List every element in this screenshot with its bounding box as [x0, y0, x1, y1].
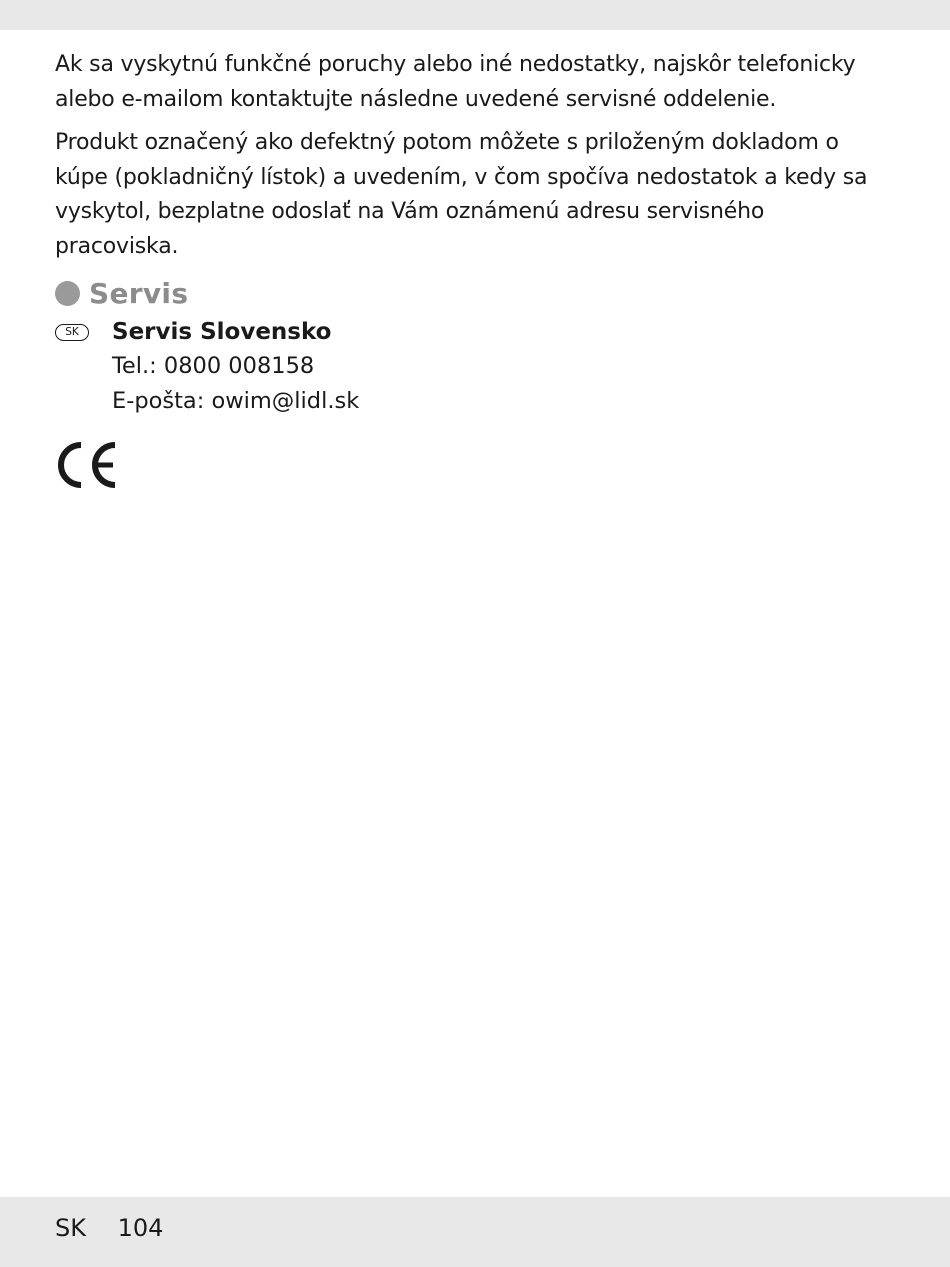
- bullet-icon: [55, 281, 80, 306]
- footer: [55, 1208, 163, 1248]
- service-email: E-pošta: owim@lidl.sk: [112, 388, 360, 414]
- country-badge: SK: [55, 324, 89, 341]
- service-phone: Tel.: 0800 008158: [112, 353, 315, 379]
- section-title: Servis: [89, 276, 189, 310]
- service-name: Servis Slovensko: [112, 319, 332, 345]
- section-heading: [55, 273, 875, 313]
- page-number: 104: [117, 1214, 164, 1242]
- service-contact: [55, 315, 875, 419]
- page-content: [55, 48, 875, 493]
- paragraph-return-instructions: Produkt označený ako defektný potom môžete s priloženým dokladom o kúpe (pokladničný lístok) a uvedením, v čom spočíva nedostatok a kedy sa vyskytol, bezplatne odoslať na Vám oznámenú adresu servisného pracoviska.: [55, 130, 868, 259]
- footer-language: SK: [55, 1214, 86, 1242]
- ce-mark-icon: [55, 437, 125, 493]
- top-band: [0, 0, 950, 30]
- paragraph-malfunction: Ak sa vyskytnú funkčné poruchy alebo iné nedostatky, najskôr telefonicky alebo e-mailom kontaktujte následne uvedené servisné oddelenie.: [55, 52, 856, 112]
